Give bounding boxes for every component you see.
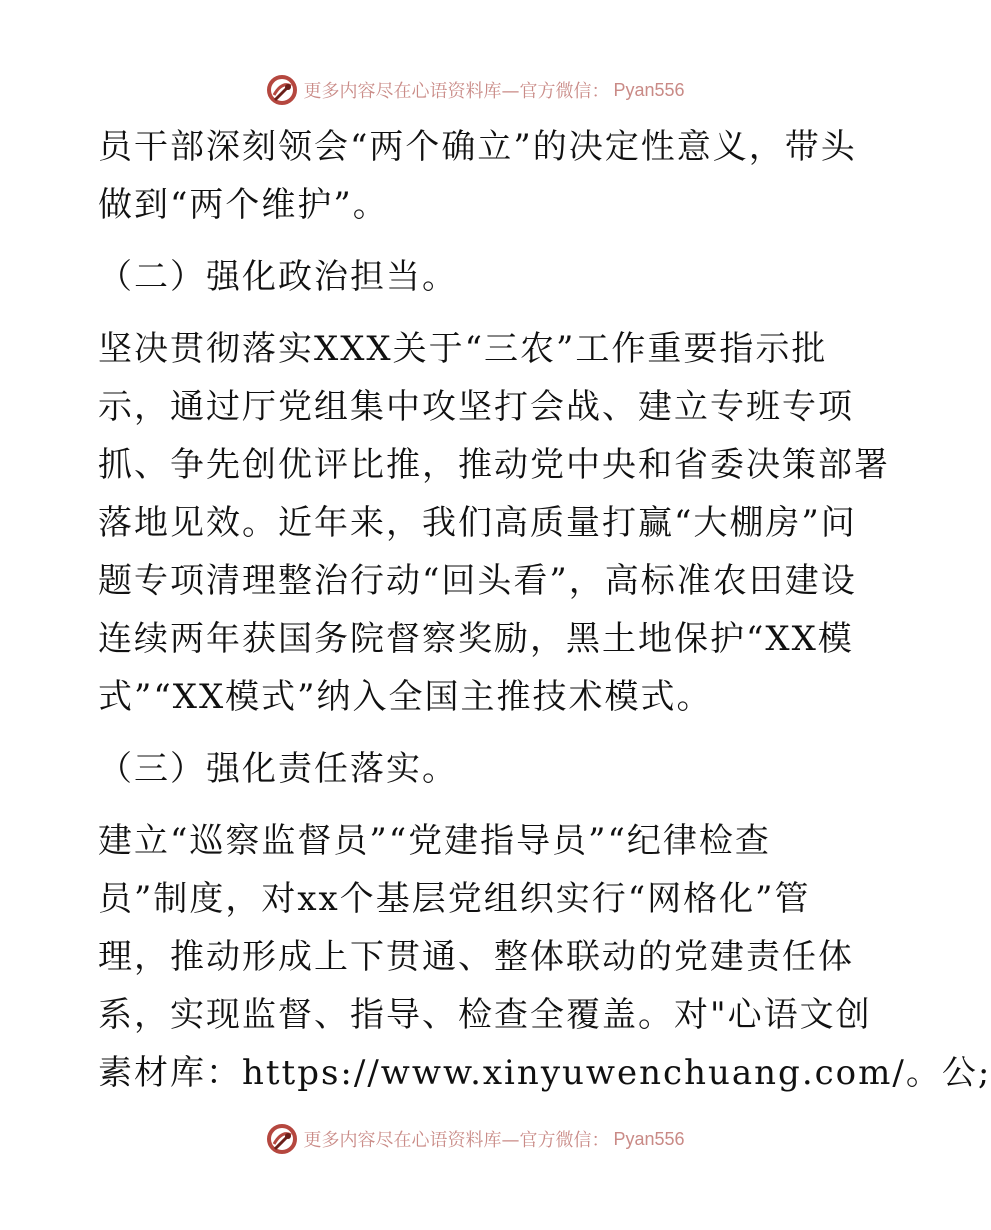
paragraph bbox=[98, 118, 858, 234]
swirl-logo-icon bbox=[265, 1122, 299, 1156]
text-line: 连续两年获国务院督察奖励，黑土地保护“XX模 bbox=[98, 619, 854, 659]
text-line: 理，推动形成上下贯通、整体联动的党建责任体 bbox=[98, 937, 854, 977]
section-heading bbox=[98, 740, 858, 798]
text-line: 员”制度，对xx个基层党组织实行“网格化”管 bbox=[98, 879, 811, 919]
text-line: 坚决贯彻落实XXX关于“三农”工作重要指示批 bbox=[98, 329, 828, 369]
paragraph bbox=[98, 320, 890, 726]
text-line: 示，通过厅党组集中攻坚打会战、建立专班专项 bbox=[98, 387, 854, 427]
text-line: 式”“XX模式”纳入全国主推技术模式。 bbox=[98, 677, 713, 717]
text-line: 建立“巡察监督员”“党建指导员”“纪律检查 bbox=[98, 821, 771, 861]
text-line: 系，实现监督、指导、检查全覆盖。对"心语文创 bbox=[98, 995, 872, 1035]
text-line: 做到“两个维护”。 bbox=[98, 185, 389, 225]
watermark-handle: Pyan556 bbox=[613, 79, 685, 100]
text-line: 抓、争先创优评比推，推动党中央和省委决策部署 bbox=[98, 445, 890, 485]
paragraph bbox=[98, 812, 991, 1102]
document-body bbox=[98, 118, 991, 1102]
text-line: 落地见效。近年来，我们高质量打赢“大棚房”问 bbox=[98, 503, 857, 543]
text-line: （二）强化政治担当。 bbox=[98, 257, 458, 297]
watermark-text: 更多内容尽在心语资料库—官方微信： bbox=[303, 81, 610, 102]
watermark-text: 更多内容尽在心语资料库—官方微信： bbox=[303, 1130, 610, 1151]
text-line: 员干部深刻领会“两个确立”的决定性意义，带头 bbox=[98, 127, 857, 167]
text-line: 素材库：https://www.xinyuwenchuang.com/。公; bbox=[98, 1053, 991, 1093]
header-watermark bbox=[0, 72, 950, 108]
text-line: （三）强化责任落实。 bbox=[98, 749, 458, 789]
section-heading bbox=[98, 248, 858, 306]
watermark-handle: Pyan556 bbox=[613, 1128, 685, 1149]
footer-watermark bbox=[0, 1121, 950, 1157]
swirl-logo-icon bbox=[265, 73, 299, 107]
text-line: 题专项清理整治行动“回头看”，高标准农田建设 bbox=[98, 561, 857, 601]
